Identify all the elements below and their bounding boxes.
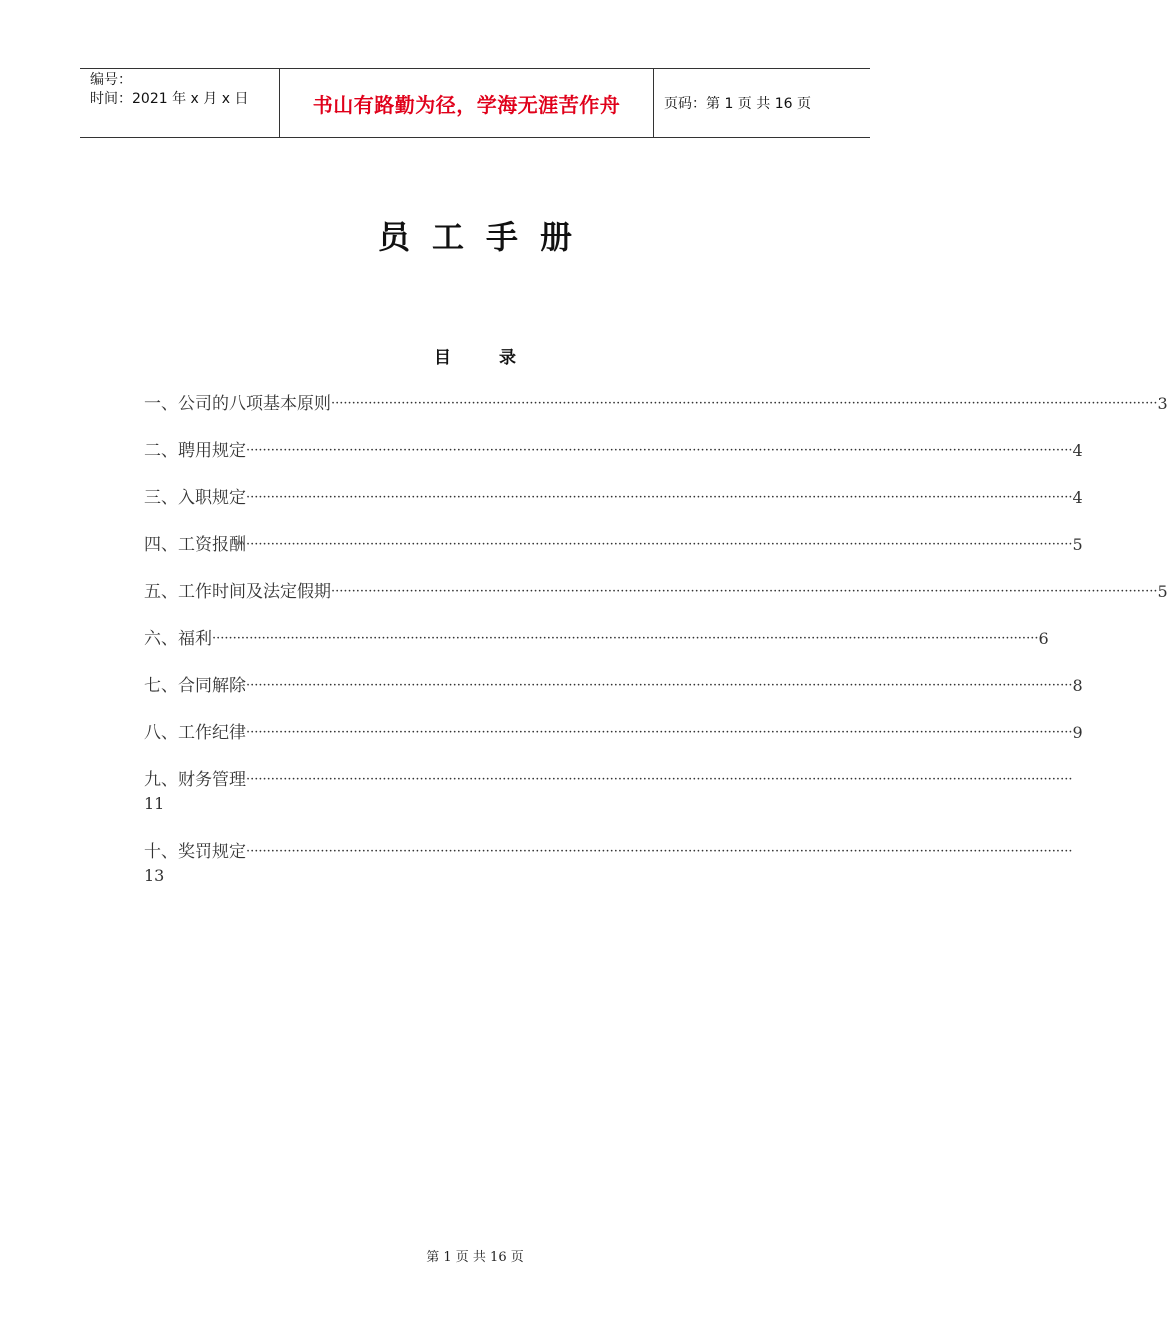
toc-entry-label: 三、入职规定: [144, 488, 246, 508]
toc-entry-page: 8: [1072, 676, 1083, 695]
toc-entry[interactable]: [144, 392, 1168, 439]
toc-entry-page: 9: [1072, 723, 1083, 742]
page-header: [80, 68, 870, 138]
toc-entry[interactable]: [144, 768, 1073, 840]
toc-leader-dots: ········································································································································································································: [246, 725, 1073, 740]
toc-entry-label: 七、合同解除: [144, 676, 246, 696]
toc-heading-left: 目: [434, 348, 451, 368]
toc-leader-dots: ········································································································································································································: [246, 443, 1073, 458]
toc-entry-label: 二、聘用规定: [144, 441, 246, 461]
toc-entry[interactable]: [144, 840, 1073, 912]
toc-leader-dots: ········································································································································································································: [246, 678, 1073, 693]
toc-entry-page: 4: [1072, 441, 1083, 460]
toc-entry-page: 5: [1072, 535, 1083, 554]
table-of-contents: [144, 392, 1168, 912]
toc-entry-page: 5: [1157, 582, 1168, 601]
toc-leader-dots: ········································································································································································································: [246, 490, 1073, 505]
header-page-info: 页码：第 1 页 共 16 页: [664, 96, 811, 112]
toc-leader-dots: ········································································································································································································: [246, 772, 1073, 787]
toc-entry-label: 六、福利: [144, 629, 212, 649]
toc-entry[interactable]: [144, 439, 1083, 486]
header-meta: [80, 69, 280, 137]
toc-entry-label: 四、工资报酬: [144, 535, 246, 555]
toc-entry-page: 4: [1072, 488, 1083, 507]
toc-leader-dots: ········································································································································································································: [246, 844, 1073, 859]
toc-heading: [0, 343, 950, 368]
toc-entry-line: [144, 840, 1073, 864]
toc-entry-label: 十、奖罚规定: [144, 842, 246, 862]
toc-leader-dots: ········································································································································································································: [331, 396, 1158, 411]
toc-entry-page: 6: [1038, 629, 1049, 648]
toc-entry-label: 八、工作纪律: [144, 723, 246, 743]
toc-entry[interactable]: [144, 721, 1083, 768]
header-motto: 书山有路勤为径，学海无涯苦作舟: [280, 69, 654, 137]
toc-entry-page: 3: [1157, 394, 1168, 413]
toc-leader-dots: ········································································································································································································: [246, 537, 1073, 552]
toc-entry-label: 九、财务管理: [144, 770, 246, 790]
toc-entry-label: 一、公司的八项基本原则: [144, 394, 331, 414]
document-date-label: 时间：2021 年 x 月 x 日: [90, 91, 249, 107]
toc-entry[interactable]: [144, 580, 1168, 627]
toc-entry-page: 11: [144, 794, 165, 813]
toc-entry[interactable]: [144, 486, 1083, 533]
document-number-label: 编号：: [90, 72, 132, 88]
toc-heading-right: 录: [499, 348, 516, 368]
toc-entry[interactable]: [144, 674, 1083, 721]
toc-entry-label: 五、工作时间及法定假期: [144, 582, 331, 602]
toc-entry-page: 13: [144, 866, 165, 885]
page-footer: 第 1 页 共 16 页: [426, 1250, 524, 1265]
toc-entry[interactable]: [144, 533, 1083, 580]
toc-leader-dots: ········································································································································································································: [212, 631, 1039, 646]
document-title: 员工手册: [377, 218, 594, 256]
toc-entry-line: [144, 768, 1073, 792]
toc-leader-dots: ········································································································································································································: [331, 584, 1158, 599]
toc-entry[interactable]: [144, 627, 1049, 674]
